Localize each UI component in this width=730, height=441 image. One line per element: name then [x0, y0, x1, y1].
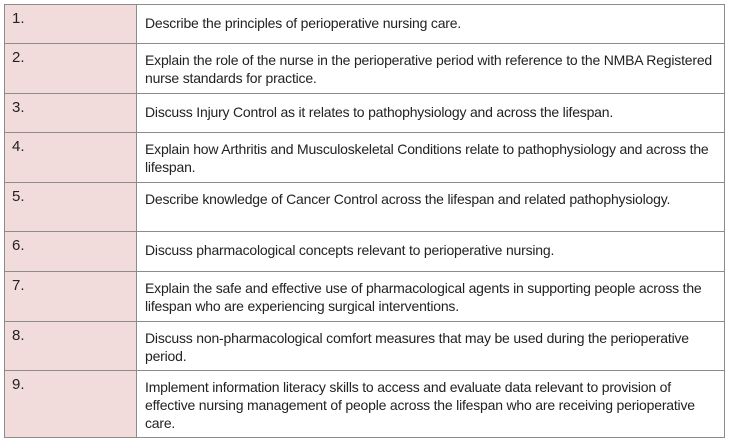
objective-text: Discuss non-pharmacological comfort measures that may be used during the perioperative period.	[137, 322, 725, 371]
objective-number: 4.	[5, 133, 137, 183]
table-row	[5, 232, 725, 272]
objective-text: Explain how Arthritis and Musculoskeletal Conditions relate to pathophysiology and across the lifespan.	[137, 133, 725, 183]
objective-text: Describe the principles of perioperative nursing care.	[137, 5, 725, 44]
objective-number: 1.	[5, 5, 137, 44]
table-row	[5, 94, 725, 133]
table-row	[5, 322, 725, 371]
table-row	[5, 44, 725, 94]
objective-number: 9.	[5, 371, 137, 438]
objective-number: 7.	[5, 272, 137, 322]
objective-number: 5.	[5, 183, 137, 232]
table-row	[5, 371, 725, 438]
objective-text: Implement information literacy skills to access and evaluate data relevant to provision of effective nursing management of people across the lifespan who are receiving perioperative care.	[137, 371, 725, 438]
objective-number: 2.	[5, 44, 137, 94]
objective-number: 3.	[5, 94, 137, 133]
table-row	[5, 133, 725, 183]
objective-number: 8.	[5, 322, 137, 371]
table-row	[5, 272, 725, 322]
table-row	[5, 183, 725, 232]
objective-text: Discuss Injury Control as it relates to pathophysiology and across the lifespan.	[137, 94, 725, 133]
learning-objectives-table	[4, 4, 725, 438]
objective-text: Explain the safe and effective use of pharmacological agents in supporting people across the lifespan who are experiencing surgical interventions.	[137, 272, 725, 322]
objective-number: 6.	[5, 232, 137, 272]
objective-text: Describe knowledge of Cancer Control across the lifespan and related pathophysiology.	[137, 183, 725, 232]
table-row	[5, 5, 725, 44]
objective-text: Discuss pharmacological concepts relevant to perioperative nursing.	[137, 232, 725, 272]
objective-text: Explain the role of the nurse in the perioperative period with reference to the NMBA Registered nurse standards for practice.	[137, 44, 725, 94]
